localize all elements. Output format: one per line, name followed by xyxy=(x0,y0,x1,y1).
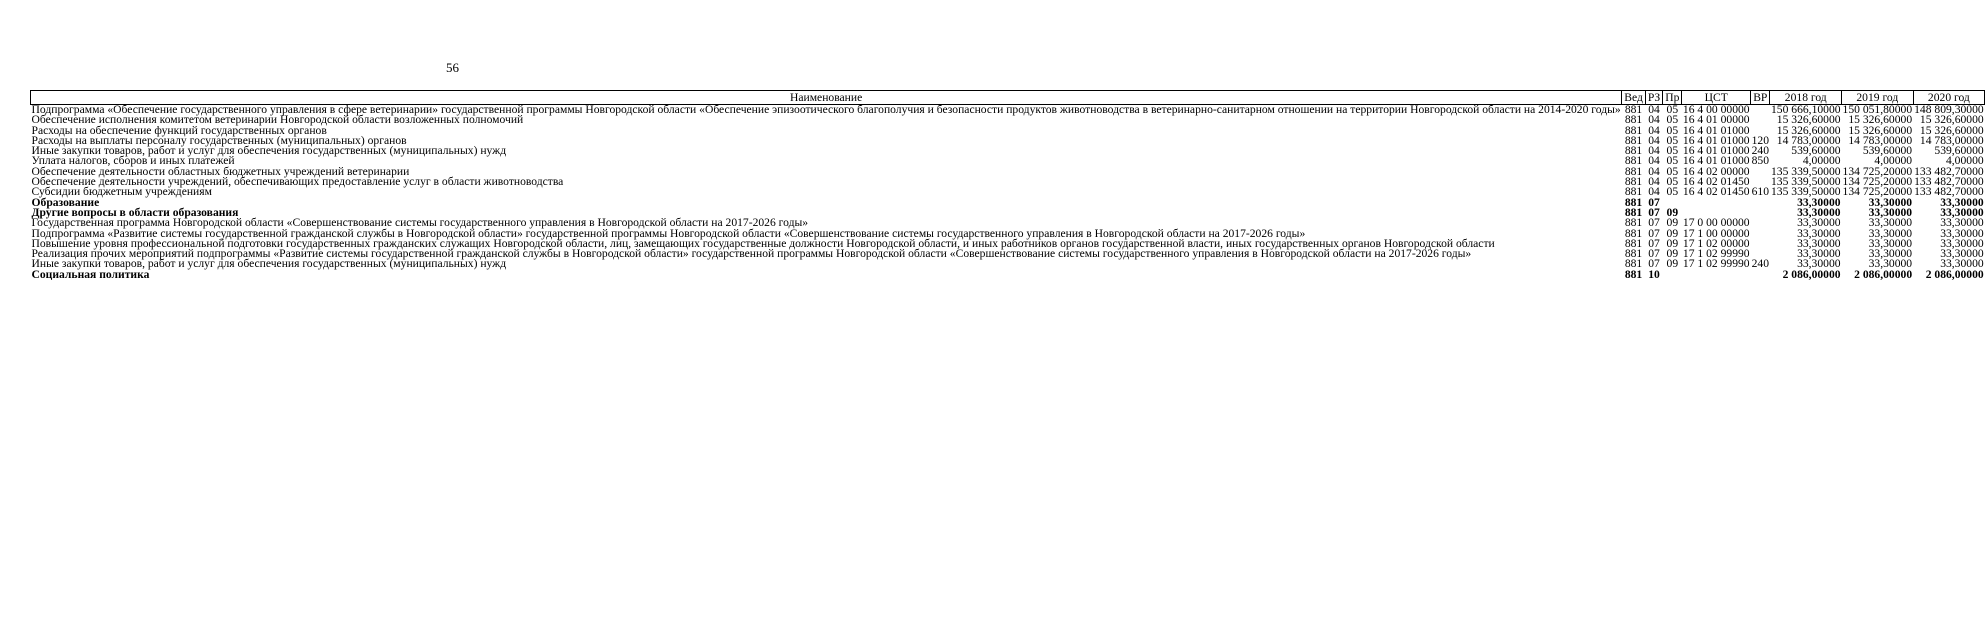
header-2019: 2019 год xyxy=(1842,91,1914,105)
row-pr: 05 xyxy=(1666,164,1679,178)
row-cst: 17 1 00 00000 xyxy=(1682,226,1750,240)
row-rz: 07 xyxy=(1648,257,1660,271)
row-value-2019: 134 725,20000 xyxy=(1842,175,1913,189)
row-value-2019: 33,30000 xyxy=(1868,226,1913,240)
row-ved: 881 xyxy=(1624,216,1643,230)
row-vr: 240 xyxy=(1751,257,1769,271)
row-value-2018: 33,30000 xyxy=(1797,195,1841,209)
row-value-2020: 539,60000 xyxy=(1934,144,1984,158)
row-value-2020: 33,30000 xyxy=(1940,205,1984,219)
row-value-2020: 15 326,60000 xyxy=(1919,113,1984,127)
row-name: Обеспечение деятельности учреждений, обеспечивающих предоставление услуг в области животноводства xyxy=(31,175,564,189)
row-vr: 610 xyxy=(1751,185,1769,199)
row-vr xyxy=(1751,115,1770,125)
row-ved: 881 xyxy=(1624,164,1643,178)
row-pr: 09 xyxy=(1666,257,1679,271)
row-value-2018: 33,30000 xyxy=(1797,216,1841,230)
row-rz: 04 xyxy=(1648,175,1660,189)
row-cst: 16 4 01 01000 xyxy=(1682,154,1750,168)
row-rz: 07 xyxy=(1648,236,1660,250)
row-ved: 881 xyxy=(1624,205,1643,219)
row-value-2020: 4,00000 xyxy=(1945,154,1984,168)
header-2020: 2020 год xyxy=(1913,91,1985,105)
table-body xyxy=(31,105,1985,281)
header-name: Наименование xyxy=(31,91,1622,105)
row-cst: 16 4 02 00000 xyxy=(1682,164,1750,178)
row-cst: 16 4 02 01450 xyxy=(1682,185,1750,199)
row-value-2020: 33,30000 xyxy=(1940,226,1984,240)
row-ved: 881 xyxy=(1624,247,1643,261)
row-rz: 07 xyxy=(1648,205,1660,219)
row-pr: 09 xyxy=(1666,236,1679,250)
row-name: Другие вопросы в области образования xyxy=(31,205,239,219)
row-value-2019: 33,30000 xyxy=(1868,236,1913,250)
row-vr xyxy=(1751,105,1770,116)
header-2018: 2018 год xyxy=(1770,91,1842,105)
row-ved: 881 xyxy=(1624,175,1643,189)
row-pr xyxy=(1663,270,1682,280)
header-pr: Пр xyxy=(1663,91,1682,105)
row-pr: 05 xyxy=(1666,113,1679,127)
row-value-2018: 150 666,10000 xyxy=(1770,103,1841,116)
row-pr: 05 xyxy=(1666,103,1679,116)
row-name: Иные закупки товаров, работ и услуг для обеспечения государственных (муниципальных) нужд xyxy=(31,257,507,271)
row-value-2020: 2 086,00000 xyxy=(1925,267,1984,281)
row-vr xyxy=(1751,239,1770,249)
row-ved: 881 xyxy=(1624,257,1643,271)
row-value-2019: 14 783,00000 xyxy=(1848,133,1913,147)
row-value-2019: 33,30000 xyxy=(1868,205,1913,219)
row-cst: 16 4 01 01000 xyxy=(1682,133,1750,147)
row-pr: 05 xyxy=(1666,175,1679,189)
row-vr: 240 xyxy=(1751,144,1769,158)
row-rz: 07 xyxy=(1648,226,1660,240)
row-value-2018: 135 339,50000 xyxy=(1770,175,1841,189)
row-value-2019: 2 086,00000 xyxy=(1854,267,1913,281)
row-name: Повышение уровня профессиональной подготовки государственных гражданских служащих Новгородской области, лиц, замещающих государственные должности Новгородской области, и иных работников органов государственной власти, иных государственных органов Новгородской области xyxy=(31,236,1495,250)
row-name: Подпрограмма «Обеспечение государственного управления в сфере ветеринарии» государственной программы Новгородской области «Обеспечение эпизоотического благополучия и безопасности продуктов животноводства в ветеринарно-санитарном отношении на территории Новгородской области на 2014-2020 годы» xyxy=(31,103,1621,116)
row-value-2020: 15 326,60000 xyxy=(1919,123,1984,137)
row-rz: 04 xyxy=(1648,103,1660,116)
row-value-2019: 15 326,60000 xyxy=(1848,113,1913,127)
row-value-2018: 135 339,50000 xyxy=(1770,164,1841,178)
row-name: Социальная политика xyxy=(31,267,150,281)
row-value-2020: 148 809,30000 xyxy=(1914,103,1984,116)
row-rz: 04 xyxy=(1648,113,1660,127)
row-ved: 881 xyxy=(1624,236,1643,250)
table-row xyxy=(31,198,1985,208)
row-value-2020: 14 783,00000 xyxy=(1919,133,1984,147)
row-value-2020: 33,30000 xyxy=(1940,216,1984,230)
row-vr: 850 xyxy=(1751,154,1769,168)
row-name: Уплата налогов, сборов и иных платежей xyxy=(31,154,235,168)
row-value-2019: 4,00000 xyxy=(1874,154,1913,168)
row-vr xyxy=(1751,218,1770,228)
row-ved: 881 xyxy=(1624,103,1643,116)
row-value-2018: 33,30000 xyxy=(1797,247,1841,261)
row-value-2018: 33,30000 xyxy=(1797,205,1841,219)
row-value-2018: 14 783,00000 xyxy=(1776,133,1841,147)
row-ved: 881 xyxy=(1624,154,1643,168)
row-value-2018: 33,30000 xyxy=(1797,226,1841,240)
row-cst: 16 4 01 01000 xyxy=(1682,144,1750,158)
row-name: Иные закупки товаров, работ и услуг для обеспечения государственных (муниципальных) нужд xyxy=(31,144,507,158)
row-cst xyxy=(1682,270,1751,280)
row-rz: 10 xyxy=(1648,267,1660,281)
row-name: Расходы на обеспечение функций государственных органов xyxy=(31,123,327,137)
row-value-2018: 33,30000 xyxy=(1797,257,1841,271)
row-cst: 16 4 02 01450 xyxy=(1682,175,1750,189)
row-value-2018: 15 326,60000 xyxy=(1776,123,1841,137)
row-ved: 881 xyxy=(1624,195,1643,209)
row-value-2019: 33,30000 xyxy=(1868,216,1913,230)
row-value-2020: 33,30000 xyxy=(1940,257,1984,271)
row-name: Подпрограмма «Развитие системы государственной гражданской службы в Новгородской области» государственной программы Новгородской области «Совершенствование системы государственного управления в Новгородской области на 2017-2026 годы» xyxy=(31,226,1306,240)
row-pr: 09 xyxy=(1666,205,1679,219)
row-ved: 881 xyxy=(1624,144,1643,158)
row-pr: 05 xyxy=(1666,144,1679,158)
row-vr xyxy=(1751,270,1770,280)
row-value-2019: 33,30000 xyxy=(1868,257,1913,271)
row-cst: 16 4 01 00000 xyxy=(1682,113,1750,127)
row-value-2018: 539,60000 xyxy=(1791,144,1841,158)
row-value-2020: 133 482,70000 xyxy=(1914,175,1984,189)
row-name: Обеспечение деятельности областных бюджетных учреждений ветеринарии xyxy=(31,164,410,178)
page-number: 56 xyxy=(446,60,459,75)
row-pr: 05 xyxy=(1666,123,1679,137)
row-pr: 09 xyxy=(1666,226,1679,240)
row-name: Обеспечение исполнения комитетом ветеринарии Новгородской области возложенных полномочий xyxy=(31,113,524,127)
row-cst: 17 1 02 00000 xyxy=(1682,236,1750,250)
row-cst: 16 4 01 01000 xyxy=(1682,123,1750,137)
row-vr xyxy=(1751,198,1770,208)
row-value-2018: 15 326,60000 xyxy=(1776,113,1841,127)
row-value-2018: 33,30000 xyxy=(1797,236,1841,250)
row-rz: 04 xyxy=(1648,123,1660,137)
row-value-2019: 539,60000 xyxy=(1862,144,1913,158)
row-rz: 07 xyxy=(1648,247,1660,261)
row-ved: 881 xyxy=(1624,133,1643,147)
row-cst: 17 1 02 99990 xyxy=(1682,257,1750,271)
header-rz: РЗ xyxy=(1645,91,1662,105)
row-rz: 04 xyxy=(1648,133,1660,147)
header-vr: ВР xyxy=(1751,91,1770,105)
row-ved: 881 xyxy=(1624,113,1643,127)
budget-table xyxy=(30,90,1985,280)
row-ved: 881 xyxy=(1624,267,1643,281)
row-value-2020: 133 482,70000 xyxy=(1914,185,1984,199)
row-vr: 120 xyxy=(1751,133,1769,147)
row-vr xyxy=(1751,167,1770,177)
row-value-2019: 134 725,20000 xyxy=(1842,164,1913,178)
row-value-2019: 150 051,80000 xyxy=(1842,103,1913,116)
row-value-2020: 33,30000 xyxy=(1940,236,1984,250)
table-row xyxy=(31,187,1985,197)
row-value-2019: 33,30000 xyxy=(1868,195,1913,209)
table-row xyxy=(31,259,1985,269)
row-value-2018: 135 339,50000 xyxy=(1770,185,1841,199)
row-value-2018: 4,00000 xyxy=(1802,154,1841,168)
row-ved: 881 xyxy=(1624,185,1643,199)
row-value-2020: 33,30000 xyxy=(1940,195,1984,209)
row-vr xyxy=(1751,208,1770,218)
row-value-2020: 33,30000 xyxy=(1940,247,1984,261)
row-value-2019: 33,30000 xyxy=(1868,247,1913,261)
row-cst xyxy=(1682,198,1751,208)
row-ved: 881 xyxy=(1624,226,1643,240)
row-value-2018: 2 086,00000 xyxy=(1782,267,1841,281)
row-rz: 04 xyxy=(1648,144,1660,158)
row-ved: 881 xyxy=(1624,123,1643,137)
row-pr: 09 xyxy=(1666,247,1679,261)
row-rz: 04 xyxy=(1648,185,1660,199)
row-rz: 04 xyxy=(1648,164,1660,178)
row-value-2019: 15 326,60000 xyxy=(1848,123,1913,137)
row-rz: 07 xyxy=(1648,195,1660,209)
row-name: Субсидии бюджетным учреждениям xyxy=(31,185,212,199)
row-rz: 07 xyxy=(1648,216,1660,230)
header-ved: Вед xyxy=(1622,91,1646,105)
row-pr: 05 xyxy=(1666,133,1679,147)
row-value-2020: 133 482,70000 xyxy=(1914,164,1984,178)
row-cst: 16 4 00 00000 xyxy=(1682,103,1750,116)
row-name: Образование xyxy=(31,195,100,209)
row-pr: 09 xyxy=(1666,216,1679,230)
row-name: Реализация прочих мероприятий подпрограммы «Развитие системы государственной гражданской службы в Новгородской области» государственной программы Новгородской области «Совершенствование системы государственного управления в Новгородской области на 2017-2026 годы» xyxy=(31,247,1472,261)
row-value-2019: 134 725,20000 xyxy=(1842,185,1913,199)
table-row xyxy=(31,270,1985,280)
header-cst: ЦСТ xyxy=(1682,91,1751,105)
row-name: Государственная программа Новгородской области «Совершенствование системы государственного управления в Новгородской области на 2017-2026 годы» xyxy=(31,216,809,230)
row-cst: 17 0 00 00000 xyxy=(1682,216,1750,230)
row-cst: 17 1 02 99990 xyxy=(1682,247,1750,261)
row-pr: 05 xyxy=(1666,185,1679,199)
row-pr: 05 xyxy=(1666,154,1679,168)
row-name: Расходы на выплаты персоналу государственных (муниципальных) органов xyxy=(31,133,407,147)
row-vr xyxy=(1751,229,1770,239)
row-rz: 04 xyxy=(1648,154,1660,168)
